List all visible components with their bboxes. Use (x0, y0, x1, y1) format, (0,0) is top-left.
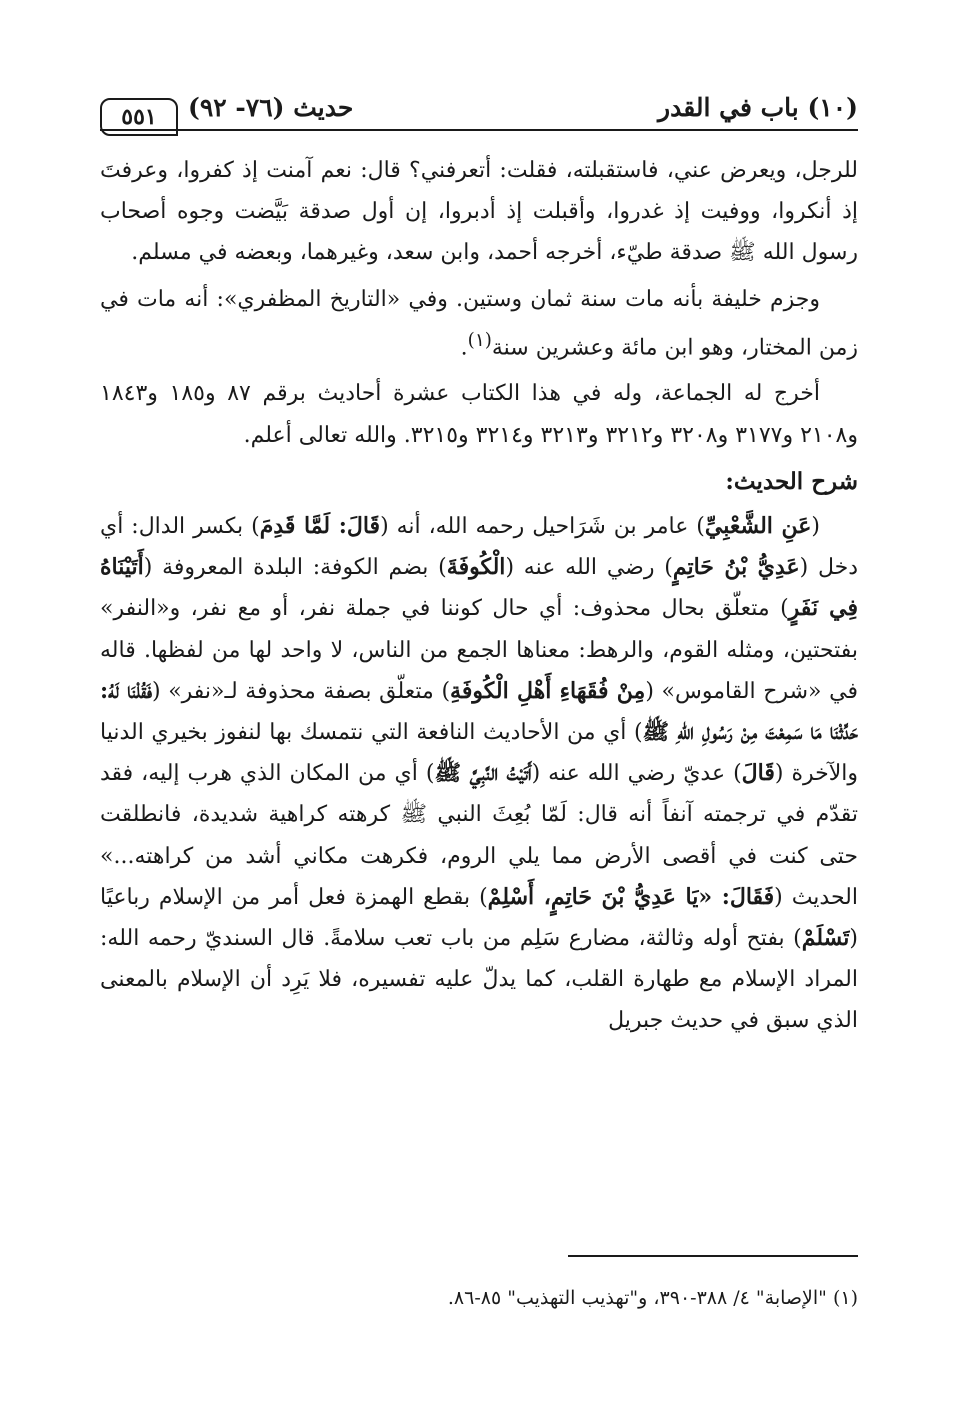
quoted-hadith-text: مِنْ فُقَهَاءِ أَهْلِ الْكُوفَةِ (450, 677, 646, 704)
paragraph-2-text: وجزم خليفة بأنه مات سنة ثمان وستين. وفي «التاريخ المظفري»: أنه مات في زمن المختار، وهو ابن مائة وعشرين سنة (100, 286, 858, 361)
commentary-text: ) متعلّق بحال محذوف: أي حال كوننا في جملة نفر، أو مع نفر، و«النفر» بفتحتين، ومثله القوم، والرهط: معناها الجمع من الناس، لا واحد لها من لفظها. قاله في «شرح القاموس» ( (100, 596, 859, 704)
quoted-hadith-text: أَتَيْنَاهُ فِي نَفَرٍ (100, 554, 858, 622)
page-number: ٥٥١ (121, 104, 157, 130)
commentary-text: ) أي من الأحاديث النافعة التي نتمسك بها لنفوز بخيري الدنيا والآخرة ( (100, 719, 859, 787)
footnote: (١) "الإصابة" ٤/ ٣٨٨-٣٩٠، و"تهذيب التهذيب" ٨٥-٨٦. (447, 1287, 858, 1309)
quoted-hadith-text: قَالَ (741, 760, 775, 787)
paragraph-2 (100, 279, 858, 369)
commentary-text: ) بضم الكوفة: البلدة المعروفة ( (143, 555, 447, 581)
paragraph-1: للرجل، ويعرض عني، فاستقبلته، فقلت: أتعرفني؟ قال: نعم آمنت إذ كفروا، وعرفتَ إذ أنكروا، ووفيت إذ غدروا، وأقبلت إذ أدبروا، إن أول صدقة بَيَّضت وجوه أصحاب رسول الله ﷺ صدقة طيّء، أخرجه أحمد، وابن سعد، وغيرهما، وبعضه في مسلم. (100, 158, 858, 266)
quoted-hadith-text: عَنِ الشَّعْبِيِّ (704, 512, 812, 539)
paragraph-2-end: . (460, 335, 468, 361)
footnote-rule (568, 1255, 858, 1257)
section-heading: شرح الحديث: (725, 467, 858, 495)
commentary-text: ) عامر بن شَرَاحيل رحمه الله، أنه ( (380, 513, 705, 539)
header-rule (100, 129, 858, 131)
paragraph-commentary (100, 506, 858, 1042)
quoted-hadith-text: فَقَالَ: «يَا عَدِيُّ بْنَ حَاتِمٍ، أَسْلِمْ (487, 883, 775, 910)
commentary-text: ) بفتح أوله وثالثة، مضارع سَلِم من باب تعب سلامةً. قال السنديّ رحمه الله: المراد الإسلام مع طهارة القلب، كما يدلّ عليه تفسيره، فلا يَرِد أن الإسلام بالمعنى الذي سبق في حديث جبريل (100, 925, 858, 1034)
running-header (100, 88, 858, 128)
hadith-range: حديث (٧٦- ٩٢) (188, 93, 354, 122)
main-text (100, 150, 858, 1047)
commentary-text: ) عديّ رضي الله عنه ( (531, 761, 742, 787)
quoted-hadith-text: قَالَ: لَمَّا قَدِمَ (259, 512, 381, 539)
commentary-text: ) بكسر الدال: أي دخل ( (100, 513, 859, 581)
commentary-text: ) أي من المكان الذي هرب إليه، فقد تقدّم في ترجمته آنفاً أنه قال: لَمّا بُعِثَ النبي ﷺ كرهته كراهية شديدة، فانطلقت حتى كنت في أقصى الأرض مما يلي الروم، فكرهت مكاني أشد من كراهته...» الحديث ( (100, 761, 858, 910)
quoted-hadith-text: فَقُلْنَا لَهُ: حَدِّثْنَا مَا سَمِعْتَ مِنْ رَسُولِ اللهِ ﷺ (100, 677, 858, 745)
quoted-hadith-text: عَدِيُّ بْنُ حَاتِمٍ (672, 554, 800, 581)
quoted-hadith-text: الْكُوفَةَ (446, 554, 506, 581)
quoted-hadith-text: أَتَيْتُ النَّبِيَّ ﷺ (434, 760, 532, 787)
paragraph-3: أخرج له الجماعة، وله في هذا الكتاب عشرة أحاديث برقم ٨٧ و١٨٥ و١٨٤٣ و٢١٠٨ و٣١٧٧ و٣٢٠٨ و٣٢١٢ و٣٢١٣ و٣٢١٤ و٣٢١٥. والله تعالى أعلم. (100, 381, 858, 448)
commentary-text: ) رضي الله عنه ( (505, 555, 673, 581)
footnote-ref: (١) (467, 329, 492, 351)
quoted-hadith-text: تَسْلَمْ (801, 924, 850, 951)
commentary-text: ) بقطع الهمزة فعل أمر من الإسلام رباعيًا ( (100, 884, 858, 951)
commentary-text: ) متعلّق بصفة محذوفة لـ«نفر» ( (151, 678, 451, 704)
commentary-text: ( (811, 513, 820, 539)
chapter-title: (١٠) باب في القدر (658, 93, 858, 122)
